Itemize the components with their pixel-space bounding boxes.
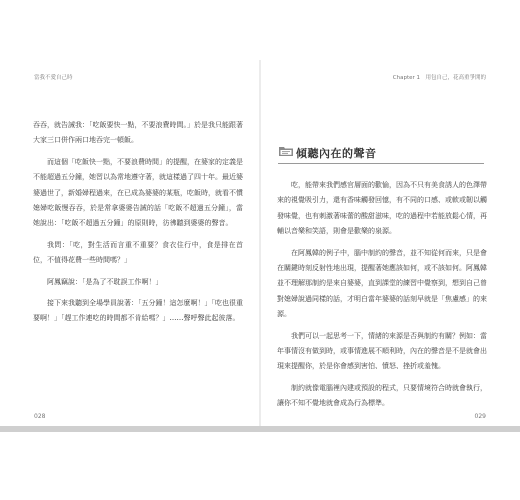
left-paragraph: 我問：「吃，對生活而言重不重要？食衣住行中，食是排在首位，不值得花費一些時間嗎？」 — [33, 240, 243, 265]
right-paragraph: 在阿鳳韓的例子中，腦中制約的聲音，並不知從何而來，只是會在關鍵時刻反射性地出現，提醒著她應該如何，或不該如何。阿鳳韓並不理解那制約是來自婆婆，直到課堂的練習中覺察到，想到自己曾對媳婦說過同樣的話，才明白當年婆婆的話刻早就是「焦慮感」的來源。 — [277, 248, 487, 319]
right-running-header: Chapter 1 用包自己，花高重爭開的 — [392, 75, 486, 81]
left-paragraph: 接下來我聽到全場學員說著：「五分鐘！這怎麼啊！」「吃也很重要啊！」「趕工作連吃的時間都不肯給嗎？」……聲呼聲此起彼落。 — [33, 299, 243, 323]
section-title: 傾聽內在的聲音 — [296, 147, 377, 160]
right-paragraph: 制約就像電腦裡內建或預設的程式，只要情境符合時就會執行，讓你不知不覺地就會成為行為標準。 — [277, 383, 487, 408]
left-paragraph: 而這個「吃飯快一點，不要浪費時間」的提醒，在婆家的定義是不能超過五分鐘，她習以為常地遵守著，就這樣過了四十年。最近婆婆過世了，新婚婦程過來，在已成為婆婆的某瓶，吃飯時，就看不慣媳婦吃飯慢吞吞，於是常拿婆婆告誡的話「吃飯不超過五分鐘」，當她說出：「吃飯不超過五分鐘」的原則時，彷彿聽到婆婆的聲音。 — [33, 157, 243, 228]
left-running-header: 當我不愛自己時 — [34, 75, 73, 81]
left-paragraph: 吞吞，就告誡我：「吃飯要快一點，不要浪費時間。」於是我只能跟著大家三口併作兩口地吞完一頓飯。 — [33, 121, 243, 145]
left-paragraph: 阿鳳竊說：「是為了不耽誤工作啊！」 — [47, 277, 163, 286]
book-gutter — [259, 60, 261, 426]
right-paragraph: 我們可以一起思考一下，情緒的來源是否與制約有關？例如：當年事情沒有做到時，或事情進展不順利時，內在的聲音是不是就會出現來提醒你，於是你會感到害怕、憤怒、挫折或羞愧。 — [277, 331, 487, 371]
right-paragraph: 吃，能帶來我們感官層面的歡愉，因為不只有美食誘人的色澤帶來的視覺吸引力，還有香味觸發回憶，有不同的口感、或軟或韌以觸發味覺，也有刺激著味蕾的酸甜滋味，吃的過程中若能放鬆心情，再輔以音樂和笑語，則會是歡樂的泉源。 — [277, 181, 487, 236]
bottom-edge-bar — [0, 426, 520, 432]
title-underline — [278, 163, 484, 164]
right-page-number: 029 — [474, 413, 486, 420]
left-page-body — [33, 118, 243, 327]
folder-note-icon — [278, 145, 294, 157]
right-page-body — [277, 178, 487, 412]
left-page-number: 028 — [34, 413, 46, 420]
